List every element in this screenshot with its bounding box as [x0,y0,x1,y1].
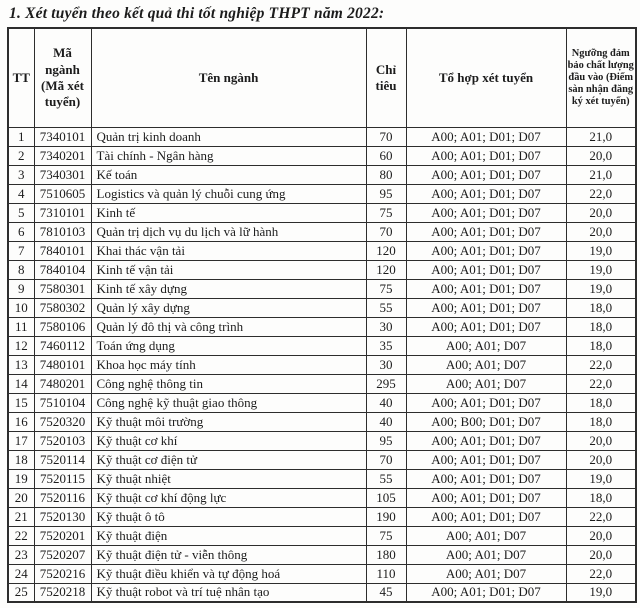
cell-major-code: 7510605 [34,184,91,203]
cell-quota: 180 [366,545,406,564]
cell-major-name: Kỹ thuật môi trường [91,412,366,431]
cell-tt: 13 [8,355,34,374]
cell-subject-combos: A00; A01; D07 [406,336,566,355]
cell-subject-combos: A00; B00; D01; D07 [406,412,566,431]
cell-tt: 9 [8,279,34,298]
cell-subject-combos: A00; A01; D01; D07 [406,184,566,203]
cell-threshold: 20,0 [566,431,636,450]
cell-quota: 80 [366,165,406,184]
table-row [8,241,636,260]
cell-major-name: Khoa học máy tính [91,355,366,374]
table-row [8,203,636,222]
cell-tt: 8 [8,260,34,279]
cell-tt: 25 [8,583,34,602]
cell-major-code: 7580106 [34,317,91,336]
cell-subject-combos: A00; A01; D01; D07 [406,469,566,488]
cell-quota: 75 [366,203,406,222]
cell-major-name: Kỹ thuật cơ khí động lực [91,488,366,507]
header-row [8,28,636,127]
cell-threshold: 19,0 [566,260,636,279]
cell-threshold: 20,0 [566,146,636,165]
cell-tt: 21 [8,507,34,526]
cell-threshold: 18,0 [566,336,636,355]
cell-tt: 5 [8,203,34,222]
cell-quota: 95 [366,431,406,450]
cell-quota: 70 [366,127,406,146]
cell-quota: 55 [366,469,406,488]
cell-tt: 4 [8,184,34,203]
cell-subject-combos: A00; A01; D01; D07 [406,127,566,146]
cell-major-name: Quản trị kinh doanh [91,127,366,146]
table-row [8,507,636,526]
cell-major-code: 7520116 [34,488,91,507]
cell-subject-combos: A00; A01; D01; D07 [406,488,566,507]
cell-quota: 190 [366,507,406,526]
cell-threshold: 22,0 [566,507,636,526]
table-row [8,545,636,564]
col-header-quota: Chỉ tiêu [366,28,406,127]
cell-threshold: 22,0 [566,374,636,393]
col-header-subject-combos: Tổ hợp xét tuyển [406,28,566,127]
cell-subject-combos: A00; A01; D07 [406,526,566,545]
cell-major-code: 7480201 [34,374,91,393]
cell-major-name: Kỹ thuật cơ khí [91,431,366,450]
table-body [8,127,636,602]
cell-subject-combos: A00; A01; D01; D07 [406,431,566,450]
cell-tt: 10 [8,298,34,317]
cell-quota: 110 [366,564,406,583]
cell-subject-combos: A00; A01; D01; D07 [406,450,566,469]
cell-major-code: 7580301 [34,279,91,298]
cell-quota: 70 [366,450,406,469]
cell-subject-combos: A00; A01; D01; D07 [406,241,566,260]
cell-quota: 75 [366,526,406,545]
cell-threshold: 20,0 [566,222,636,241]
cell-major-name: Kỹ thuật điều khiển và tự động hoá [91,564,366,583]
cell-major-name: Quản lý xây dựng [91,298,366,317]
cell-tt: 2 [8,146,34,165]
cell-threshold: 22,0 [566,355,636,374]
cell-subject-combos: A00; A01; D01; D07 [406,203,566,222]
cell-major-name: Kỹ thuật nhiệt [91,469,366,488]
cell-major-code: 7580302 [34,298,91,317]
cell-tt: 18 [8,450,34,469]
cell-quota: 40 [366,393,406,412]
cell-tt: 11 [8,317,34,336]
cell-subject-combos: A00; A01; D01; D07 [406,146,566,165]
cell-major-code: 7340301 [34,165,91,184]
table-row [8,298,636,317]
cell-major-name: Kế toán [91,165,366,184]
cell-major-name: Kỹ thuật robot và trí tuệ nhân tạo [91,583,366,602]
cell-subject-combos: A00; A01; D01; D07 [406,317,566,336]
cell-major-code: 7310101 [34,203,91,222]
cell-tt: 1 [8,127,34,146]
table-row [8,526,636,545]
table-row [8,469,636,488]
cell-subject-combos: A00; A01; D01; D07 [406,260,566,279]
cell-threshold: 19,0 [566,279,636,298]
cell-tt: 17 [8,431,34,450]
table-row [8,450,636,469]
cell-major-code: 7520201 [34,526,91,545]
cell-threshold: 18,0 [566,298,636,317]
cell-major-code: 7510104 [34,393,91,412]
cell-threshold: 21,0 [566,127,636,146]
table-row [8,431,636,450]
cell-threshold: 21,0 [566,165,636,184]
cell-quota: 120 [366,241,406,260]
cell-tt: 23 [8,545,34,564]
cell-quota: 40 [366,412,406,431]
cell-major-code: 7520207 [34,545,91,564]
cell-subject-combos: A00; A01; D01; D07 [406,298,566,317]
cell-threshold: 22,0 [566,564,636,583]
table-row [8,317,636,336]
cell-major-code: 7520115 [34,469,91,488]
table-row [8,583,636,602]
cell-quota: 75 [366,279,406,298]
cell-tt: 16 [8,412,34,431]
table-row [8,165,636,184]
cell-major-code: 7520130 [34,507,91,526]
cell-major-name: Công nghệ kỹ thuật giao thông [91,393,366,412]
cell-major-code: 7340101 [34,127,91,146]
cell-threshold: 20,0 [566,545,636,564]
table-row [8,127,636,146]
cell-major-code: 7460112 [34,336,91,355]
cell-major-code: 7520114 [34,450,91,469]
cell-subject-combos: A00; A01; D07 [406,355,566,374]
cell-major-name: Tài chính - Ngân hàng [91,146,366,165]
cell-major-name: Quản lý đô thị và công trình [91,317,366,336]
cell-threshold: 19,0 [566,241,636,260]
cell-major-name: Kinh tế xây dựng [91,279,366,298]
table-row [8,184,636,203]
cell-major-code: 7480101 [34,355,91,374]
cell-major-name: Kinh tế vận tải [91,260,366,279]
cell-subject-combos: A00; A01; D01; D07 [406,393,566,412]
cell-major-code: 7520218 [34,583,91,602]
cell-quota: 120 [366,260,406,279]
cell-major-name: Khai thác vận tải [91,241,366,260]
table-row [8,374,636,393]
cell-subject-combos: A00; A01; D07 [406,564,566,583]
cell-subject-combos: A00; A01; D01; D07 [406,583,566,602]
table-row [8,564,636,583]
cell-major-code: 7840104 [34,260,91,279]
cell-quota: 60 [366,146,406,165]
col-header-tt: TT [8,28,34,127]
cell-tt: 12 [8,336,34,355]
cell-major-name: Kỹ thuật điện [91,526,366,545]
cell-major-name: Kỹ thuật cơ điện tử [91,450,366,469]
cell-major-name: Toán ứng dụng [91,336,366,355]
table-row [8,488,636,507]
cell-threshold: 18,0 [566,488,636,507]
cell-major-name: Kinh tế [91,203,366,222]
cell-quota: 30 [366,317,406,336]
table-row [8,279,636,298]
cell-major-name: Quản trị dịch vụ du lịch và lữ hành [91,222,366,241]
cell-threshold: 20,0 [566,203,636,222]
cell-tt: 24 [8,564,34,583]
cell-major-name: Logistics và quản lý chuỗi cung ứng [91,184,366,203]
cell-tt: 20 [8,488,34,507]
table-row [8,146,636,165]
cell-subject-combos: A00; A01; D01; D07 [406,222,566,241]
table-row [8,222,636,241]
cell-quota: 30 [366,355,406,374]
cell-threshold: 18,0 [566,412,636,431]
cell-threshold: 22,0 [566,184,636,203]
cell-subject-combos: A00; A01; D01; D07 [406,165,566,184]
cell-subject-combos: A00; A01; D01; D07 [406,279,566,298]
col-header-major-code: Mã ngành (Mã xét tuyển) [34,28,91,127]
cell-tt: 14 [8,374,34,393]
table-row [8,412,636,431]
cell-major-code: 7340201 [34,146,91,165]
cell-subject-combos: A00; A01; D01; D07 [406,507,566,526]
cell-threshold: 19,0 [566,469,636,488]
cell-subject-combos: A00; A01; D07 [406,374,566,393]
cell-major-code: 7810103 [34,222,91,241]
table-row [8,336,636,355]
cell-major-name: Kỹ thuật ô tô [91,507,366,526]
cell-major-name: Kỹ thuật điện tử - viễn thông [91,545,366,564]
cell-threshold: 19,0 [566,583,636,602]
cell-quota: 45 [366,583,406,602]
cell-threshold: 18,0 [566,393,636,412]
cell-major-code: 7520103 [34,431,91,450]
table-row [8,355,636,374]
cell-quota: 35 [366,336,406,355]
col-header-major-name: Tên ngành [91,28,366,127]
admission-table [7,27,637,603]
cell-threshold: 18,0 [566,317,636,336]
cell-tt: 15 [8,393,34,412]
cell-quota: 70 [366,222,406,241]
cell-tt: 19 [8,469,34,488]
cell-tt: 6 [8,222,34,241]
section-title: 1. Xét tuyển theo kết quả thi tốt nghiệp THPT năm 2022: [9,5,385,22]
cell-tt: 22 [8,526,34,545]
cell-subject-combos: A00; A01; D07 [406,545,566,564]
cell-major-name: Công nghệ thông tin [91,374,366,393]
table-row [8,393,636,412]
cell-threshold: 20,0 [566,526,636,545]
cell-quota: 95 [366,184,406,203]
cell-threshold: 20,0 [566,450,636,469]
cell-major-code: 7840101 [34,241,91,260]
col-header-threshold: Ngưỡng đảm bảo chất lượng đầu vào (Điểm sàn nhận đăng ký xét tuyển) [566,28,636,127]
cell-tt: 7 [8,241,34,260]
cell-major-code: 7520216 [34,564,91,583]
cell-quota: 55 [366,298,406,317]
cell-quota: 105 [366,488,406,507]
cell-tt: 3 [8,165,34,184]
table-row [8,260,636,279]
cell-quota: 295 [366,374,406,393]
cell-major-code: 7520320 [34,412,91,431]
